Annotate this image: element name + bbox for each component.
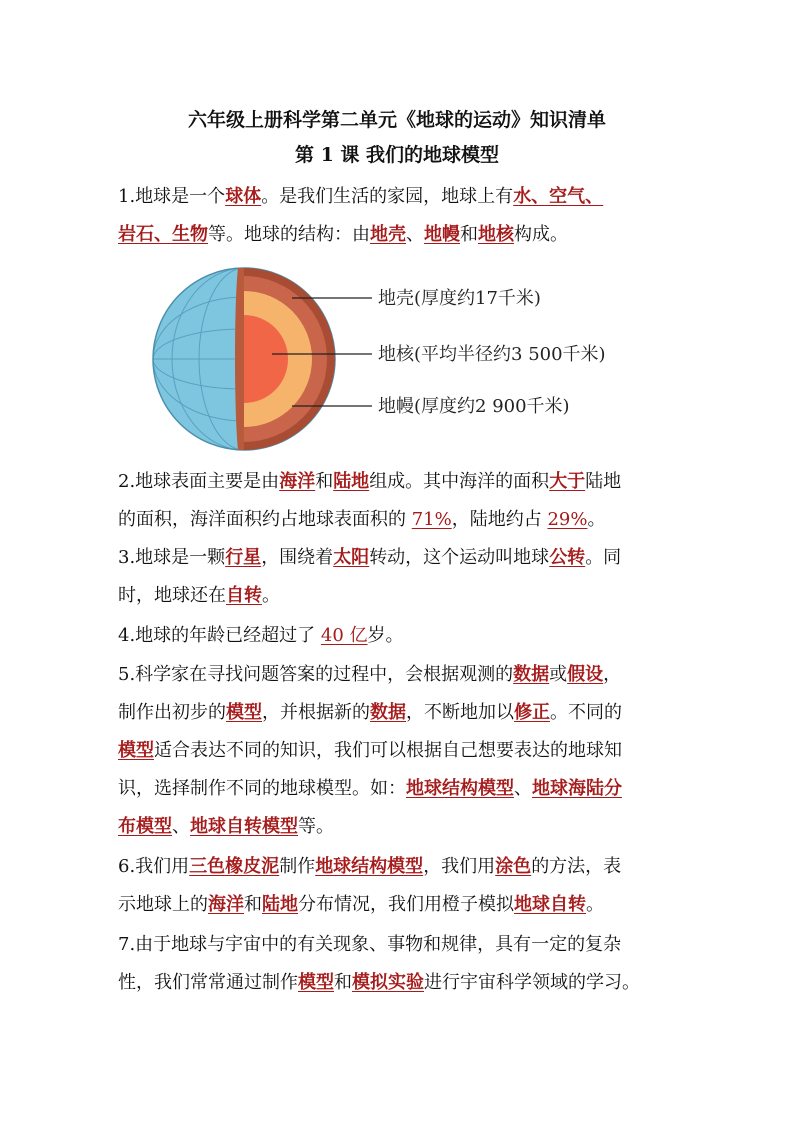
p3-line-2 bbox=[118, 581, 280, 607]
answer-earth-rotation: 地球自转 bbox=[514, 894, 586, 915]
text: ， bbox=[603, 664, 622, 685]
text: 制作出初步的 bbox=[118, 702, 226, 723]
text: 分布情况，我们用橙子模拟 bbox=[298, 894, 514, 915]
text: 的方法，表 bbox=[531, 856, 622, 877]
text: 。 bbox=[587, 509, 606, 530]
answer-structure-model: 地球结构模型 bbox=[406, 778, 514, 799]
answer-revolution: 公转 bbox=[549, 547, 586, 568]
answer-three-color-clay: 三色橡皮泥 bbox=[189, 856, 280, 877]
text: 。是我们生活的家园，地球上有 bbox=[261, 186, 514, 207]
text: 和 bbox=[315, 471, 334, 492]
text: 进行宇宙科学领域的学习。 bbox=[424, 972, 640, 993]
text: 4.地球的年龄已经超过了 bbox=[118, 625, 321, 646]
answer-land: 陆地 bbox=[333, 471, 370, 492]
answer-correction: 修正 bbox=[514, 702, 550, 723]
answer-rock-life: 岩石、生物 bbox=[118, 224, 208, 245]
text: 。 bbox=[262, 585, 280, 606]
text: 示地球上的 bbox=[118, 894, 208, 915]
answer-simulation: 模拟实验 bbox=[352, 972, 424, 993]
answer-sea-land-model: 地球海陆分 bbox=[532, 778, 622, 799]
p5-line-3 bbox=[118, 736, 622, 762]
text: 构成。 bbox=[514, 224, 568, 245]
p5-line-5 bbox=[118, 812, 334, 838]
text: ，我们用 bbox=[423, 856, 496, 877]
answer-29: 29% bbox=[547, 509, 588, 530]
cut-edge bbox=[235, 268, 244, 450]
text: 组成。其中海洋的面积 bbox=[369, 471, 550, 492]
text: 。 bbox=[586, 894, 604, 915]
answer-model-3: 模型 bbox=[298, 972, 334, 993]
text: 1.地球是一个 bbox=[118, 186, 226, 207]
answer-planet: 行星 bbox=[225, 547, 262, 568]
answer-data-2: 数据 bbox=[370, 702, 406, 723]
answer-hypothesis: 假设 bbox=[567, 664, 604, 685]
answer-water-air: 水、空气、 bbox=[513, 186, 604, 207]
answer-sea-land-model-cont: 布模型 bbox=[118, 816, 172, 837]
answer-structure-model-2: 地球结构模型 bbox=[315, 856, 424, 877]
p5-line-2 bbox=[118, 698, 622, 724]
text: 、 bbox=[172, 816, 190, 837]
answer-sun: 太阳 bbox=[333, 547, 370, 568]
p4-line-1 bbox=[118, 621, 404, 647]
p5-line-1 bbox=[118, 660, 621, 686]
text: 和 bbox=[460, 224, 478, 245]
text: 2.地球表面主要是由 bbox=[118, 471, 280, 492]
p2-line-1 bbox=[118, 467, 621, 493]
text: 陆地 bbox=[585, 471, 622, 492]
answer-sphere: 球体 bbox=[225, 186, 262, 207]
text: 。不同的 bbox=[550, 702, 622, 723]
text: ，不断地加以 bbox=[406, 702, 514, 723]
answer-mantle: 地幔 bbox=[424, 224, 460, 245]
answer-rotation: 自转 bbox=[226, 585, 262, 606]
text: ，围绕着 bbox=[261, 547, 334, 568]
p1-line-1 bbox=[118, 182, 603, 208]
p7-line-2 bbox=[118, 968, 640, 994]
text: 性，我们常常通过制作 bbox=[118, 972, 298, 993]
answer-land-2: 陆地 bbox=[262, 894, 298, 915]
answer-ocean: 海洋 bbox=[279, 471, 316, 492]
text: 3.地球是一颗 bbox=[118, 547, 226, 568]
text: 或 bbox=[549, 664, 568, 685]
mantle-label: 地幔(厚度约2 900千米) bbox=[378, 396, 570, 417]
text: 等。 bbox=[298, 816, 334, 837]
earth-structure-diagram bbox=[150, 262, 650, 457]
text: 和 bbox=[244, 894, 262, 915]
text: 的面积，海洋面积约占地球表面积的 bbox=[118, 509, 412, 530]
p6-line-2 bbox=[118, 890, 604, 916]
text: 时，地球还在 bbox=[118, 585, 226, 606]
text: 适合表达不同的知识，我们可以根据自己想要表达的地球知 bbox=[154, 740, 622, 761]
p3-line-1 bbox=[118, 543, 621, 569]
answer-data: 数据 bbox=[513, 664, 550, 685]
text: 、 bbox=[406, 224, 424, 245]
answer-rotation-model: 地球自转模型 bbox=[190, 816, 298, 837]
p7-line-1 bbox=[118, 930, 621, 956]
answer-age: 40 亿 bbox=[320, 625, 368, 646]
answer-ocean-2: 海洋 bbox=[208, 894, 244, 915]
text: 6.我们用 bbox=[118, 856, 190, 877]
text: ，并根据新的 bbox=[262, 702, 370, 723]
text: 5.科学家在寻找问题答案的过程中，会根据观测的 bbox=[118, 664, 514, 685]
page-title: 六年级上册科学第二单元《地球的运动》知识清单 bbox=[187, 109, 606, 131]
answer-model: 模型 bbox=[226, 702, 262, 723]
text: 等。地球的结构：由 bbox=[208, 224, 370, 245]
text: 7.由于地球与宇宙中的有关现象、事物和规律，具有一定的复杂 bbox=[118, 934, 622, 955]
text: 。同 bbox=[585, 547, 622, 568]
lesson-title: 第 1 课 我们的地球模型 bbox=[294, 144, 500, 166]
core-label: 地核(平均半径约3 500千米) bbox=[378, 344, 606, 365]
p2-line-2 bbox=[118, 505, 606, 531]
text: ，陆地约占 bbox=[451, 509, 548, 530]
p5-line-4 bbox=[118, 774, 622, 800]
text: 和 bbox=[334, 972, 352, 993]
text: 转动，这个运动叫地球 bbox=[369, 547, 550, 568]
text: 岁。 bbox=[367, 625, 404, 646]
crust-label: 地壳(厚度约17千米) bbox=[378, 288, 541, 309]
text: 、 bbox=[514, 778, 532, 799]
answer-model-2: 模型 bbox=[118, 740, 154, 761]
text: 识，选择制作不同的地球模型。如： bbox=[118, 778, 406, 799]
answer-coloring: 涂色 bbox=[495, 856, 532, 877]
text: 制作 bbox=[279, 856, 316, 877]
answer-crust: 地壳 bbox=[370, 224, 406, 245]
p6-line-1 bbox=[118, 852, 621, 878]
answer-core: 地核 bbox=[478, 224, 514, 245]
answer-71: 71% bbox=[411, 509, 452, 530]
answer-greater: 大于 bbox=[549, 471, 586, 492]
p1-line-2 bbox=[118, 220, 568, 246]
